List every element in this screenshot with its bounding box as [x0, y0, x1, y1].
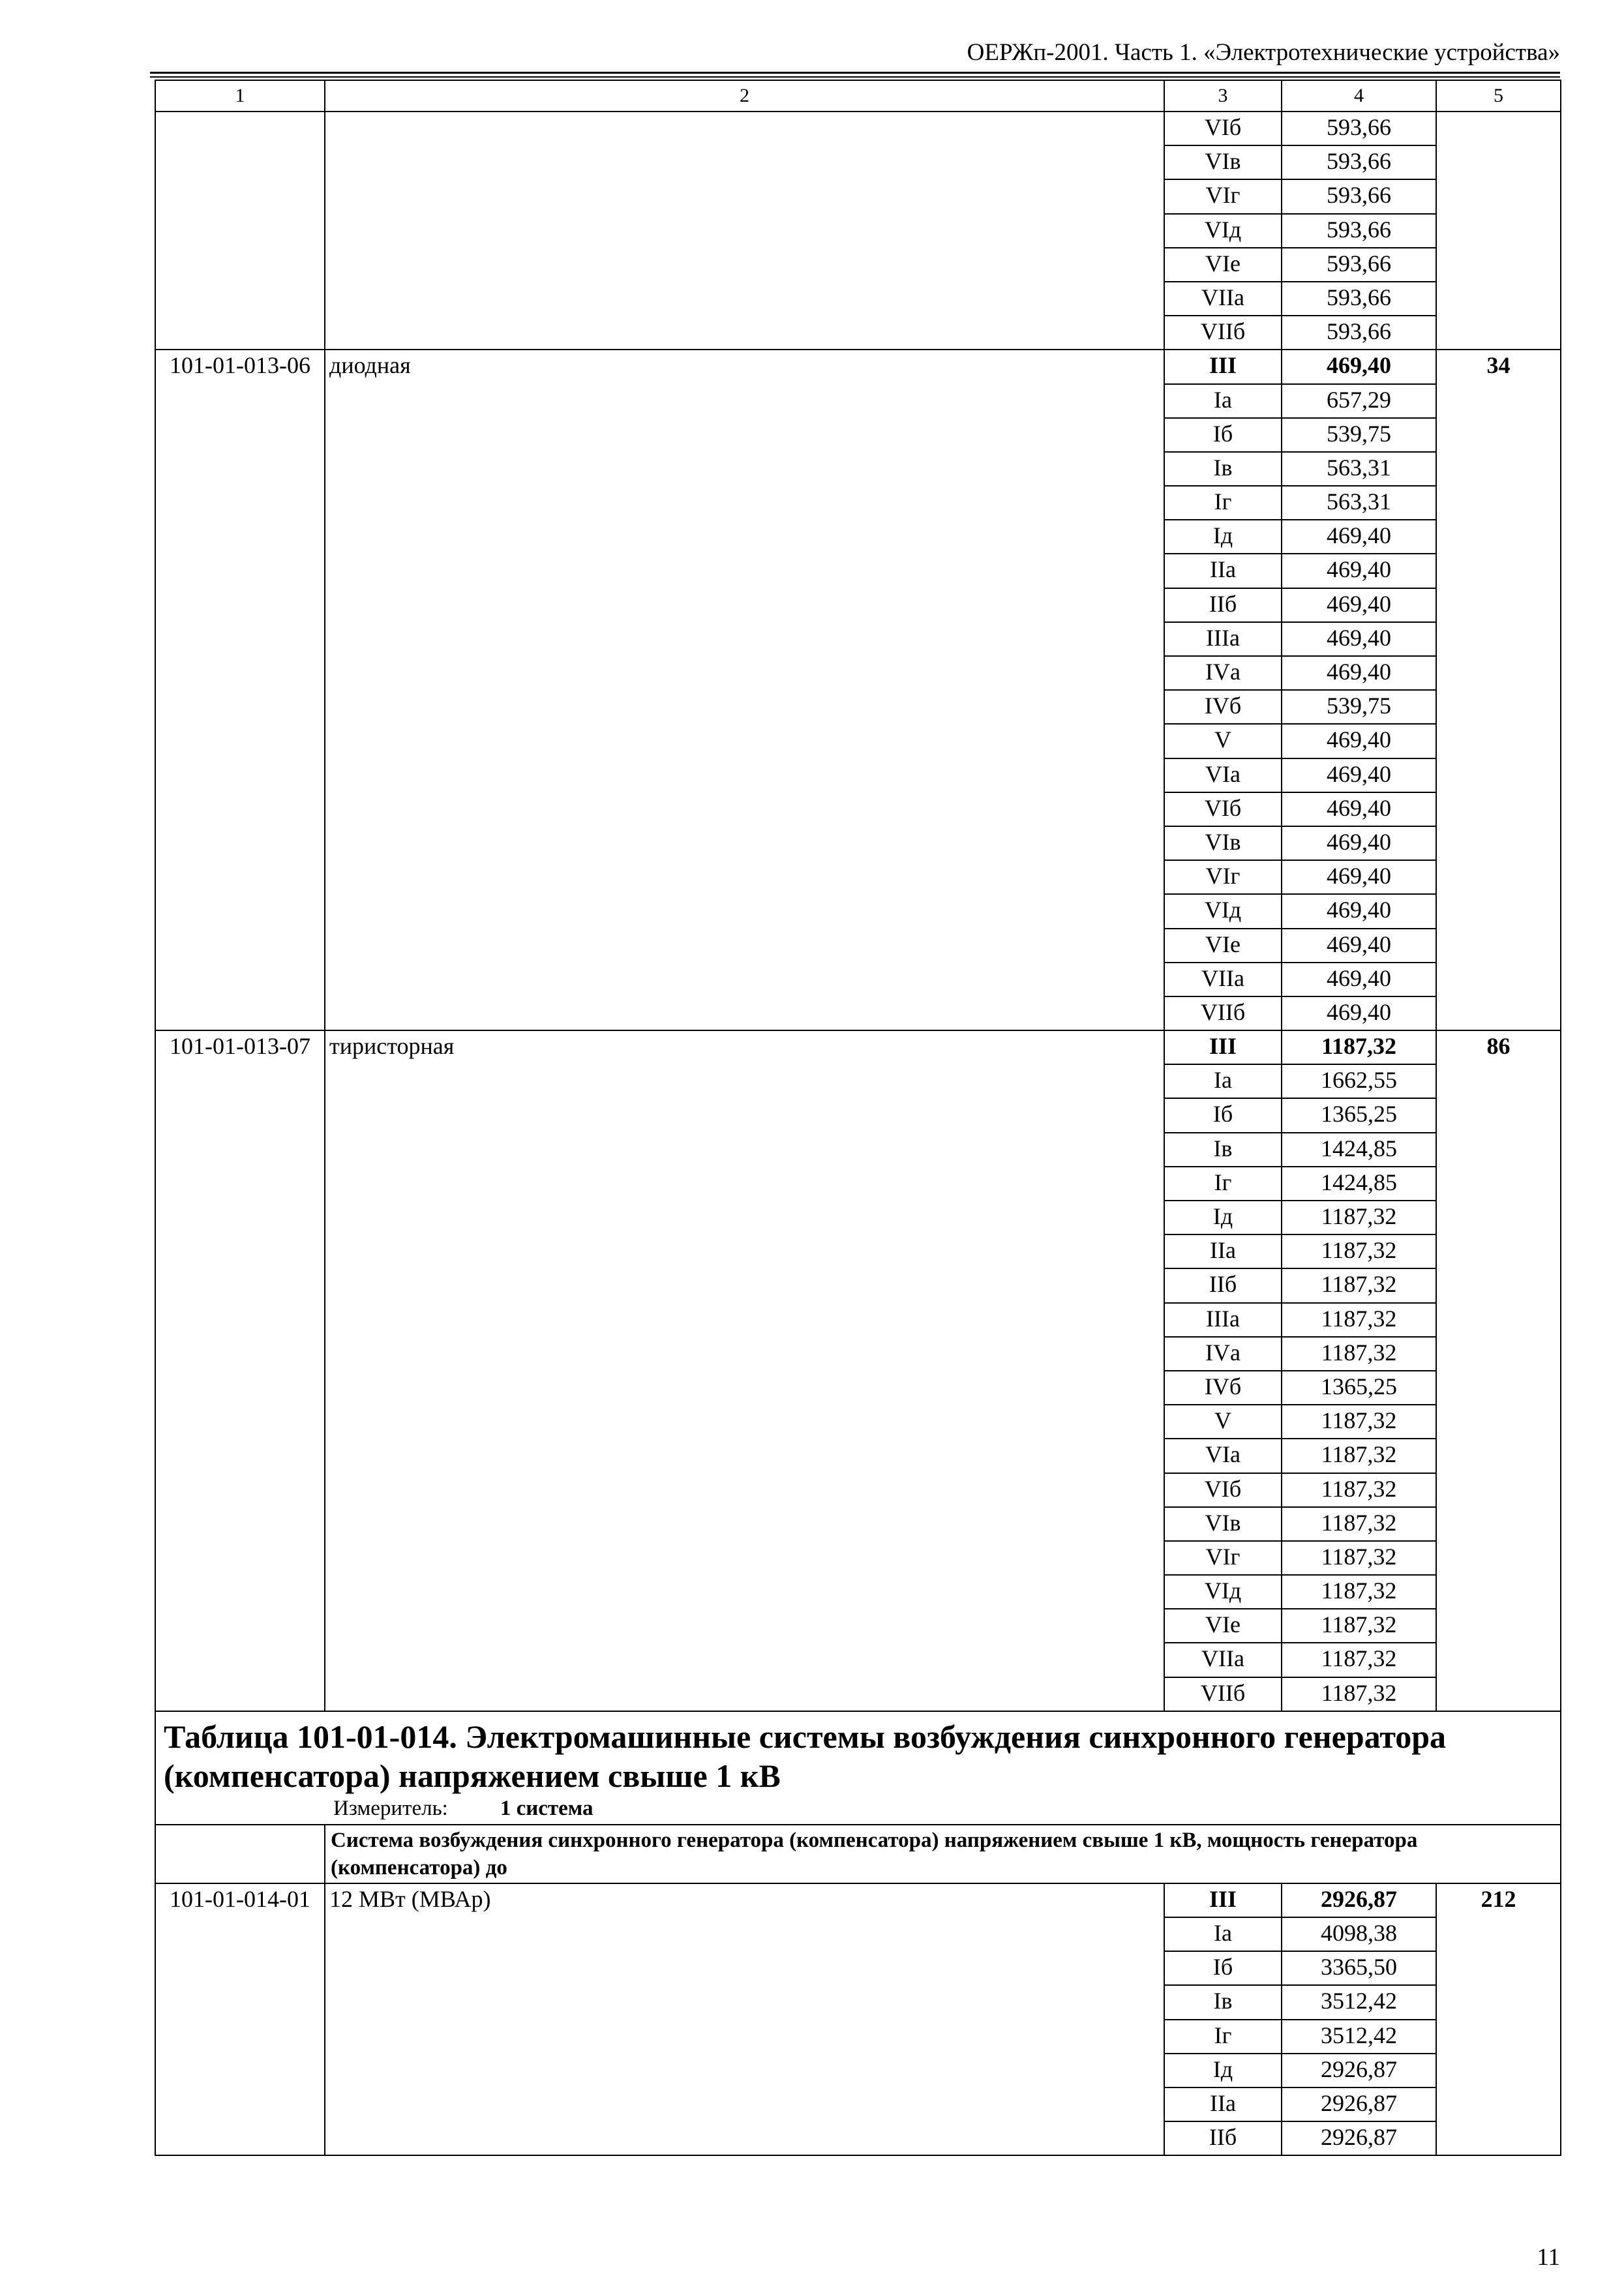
price-cell: 2926,87 [1282, 2087, 1436, 2121]
zone-cell: IVа [1164, 656, 1282, 690]
zone-cell: Iг [1164, 1167, 1282, 1201]
zone-cell: IIб [1164, 588, 1282, 622]
zone-cell: Iа [1164, 1917, 1282, 1951]
price-cell: 1187,32 [1282, 1030, 1436, 1064]
price-cell: 469,40 [1282, 758, 1436, 792]
zone-cell: IIIа [1164, 1303, 1282, 1337]
zone-cell: VIа [1164, 1439, 1282, 1473]
price-cell: 539,75 [1282, 690, 1436, 724]
item-count: 34 [1436, 350, 1561, 1030]
zone-cell: VIIа [1164, 282, 1282, 316]
zone-cell: IVб [1164, 1371, 1282, 1405]
zone-cell: VIе [1164, 929, 1282, 963]
zone-cell: Iг [1164, 486, 1282, 520]
price-cell: 1187,32 [1282, 1677, 1436, 1711]
price-cell: 469,40 [1282, 350, 1436, 383]
price-cell: 469,40 [1282, 724, 1436, 758]
item-name: 12 МВт (МВАр) [325, 1883, 1164, 2156]
price-cell: 1187,32 [1282, 1541, 1436, 1575]
measure-line [333, 1795, 1552, 1821]
zone-cell: Iд [1164, 2054, 1282, 2087]
column-number: 3 [1164, 80, 1282, 112]
price-cell: 469,40 [1282, 656, 1436, 690]
price-cell: 1424,85 [1282, 1133, 1436, 1167]
zone-cell: Iв [1164, 1985, 1282, 2019]
price-cell: 1662,55 [1282, 1064, 1436, 1098]
price-cell: 469,40 [1282, 996, 1436, 1030]
zone-cell: IVа [1164, 1337, 1282, 1371]
zone-cell: V [1164, 1405, 1282, 1439]
zone-cell: Iд [1164, 520, 1282, 554]
item-code: 101-01-013-06 [155, 350, 325, 1030]
price-cell: 469,40 [1282, 929, 1436, 963]
section-intro: Система возбуждения синхронного генератора (компенсатора) напряжением свыше 1 кВ, мощность генератора (компенсатора) до [325, 1825, 1561, 1883]
zone-cell: VIб [1164, 1473, 1282, 1507]
price-cell: 1365,25 [1282, 1371, 1436, 1405]
zone-cell: III [1164, 1883, 1282, 1917]
price-cell: 593,66 [1282, 112, 1436, 145]
price-cell: 563,31 [1282, 486, 1436, 520]
price-cell: 1187,32 [1282, 1303, 1436, 1337]
price-cell: 1187,32 [1282, 1439, 1436, 1473]
price-cell: 1187,32 [1282, 1201, 1436, 1234]
column-number: 4 [1282, 80, 1436, 112]
zone-cell: VIг [1164, 860, 1282, 894]
price-cell: 469,40 [1282, 963, 1436, 996]
zone-cell: IIа [1164, 554, 1282, 588]
price-cell: 1365,25 [1282, 1098, 1436, 1132]
price-cell: 563,31 [1282, 452, 1436, 486]
zone-cell: VIIа [1164, 1643, 1282, 1677]
price-cell: 593,66 [1282, 248, 1436, 282]
zone-cell: VIг [1164, 1541, 1282, 1575]
price-cell: 469,40 [1282, 588, 1436, 622]
zone-cell: VIв [1164, 145, 1282, 179]
price-cell: 593,66 [1282, 282, 1436, 316]
table-row [155, 350, 1561, 383]
table-row [155, 1883, 1561, 1917]
price-cell: 3365,50 [1282, 1951, 1436, 1985]
code-cell [155, 112, 325, 350]
page-header: ОЕРЖп-2001. Часть 1. «Электротехнические устройства» [967, 39, 1560, 66]
item-name: тиристорная [325, 1030, 1164, 1711]
zone-cell: VIв [1164, 1507, 1282, 1541]
column-number: 5 [1436, 80, 1561, 112]
zone-cell: VIд [1164, 894, 1282, 928]
zone-cell: IVб [1164, 690, 1282, 724]
price-table [155, 80, 1561, 2156]
column-number: 2 [325, 80, 1164, 112]
table-row [155, 1030, 1561, 1064]
zone-cell: VIе [1164, 248, 1282, 282]
section-title: Таблица 101-01-014. Электромашинные системы возбуждения синхронного генератора (компенсатора) напряжением свыше 1 кВ [164, 1718, 1447, 1794]
price-cell: 1187,32 [1282, 1575, 1436, 1609]
zone-cell: VIв [1164, 826, 1282, 860]
zone-cell: Iд [1164, 1201, 1282, 1234]
price-cell: 1187,32 [1282, 1473, 1436, 1507]
zone-cell: VIIа [1164, 963, 1282, 996]
item-count: 86 [1436, 1030, 1561, 1711]
price-cell: 2926,87 [1282, 1883, 1436, 1917]
zone-cell: IIа [1164, 1234, 1282, 1268]
zone-cell: Iв [1164, 452, 1282, 486]
price-cell: 1187,32 [1282, 1337, 1436, 1371]
count-cell [1436, 112, 1561, 350]
zone-cell: VIд [1164, 214, 1282, 248]
zone-cell: IIб [1164, 1268, 1282, 1302]
price-table-body [155, 80, 1561, 2155]
zone-cell: VIг [1164, 179, 1282, 213]
zone-cell: III [1164, 350, 1282, 383]
price-cell: 593,66 [1282, 214, 1436, 248]
zone-cell: V [1164, 724, 1282, 758]
zone-cell: VIд [1164, 1575, 1282, 1609]
zone-cell: VIIб [1164, 316, 1282, 350]
table-row [155, 112, 1561, 145]
price-cell: 1424,85 [1282, 1167, 1436, 1201]
column-number-row [155, 80, 1561, 112]
zone-cell: IIб [1164, 2121, 1282, 2155]
price-cell: 469,40 [1282, 792, 1436, 826]
price-cell: 1187,32 [1282, 1268, 1436, 1302]
zone-cell: III [1164, 1030, 1282, 1064]
header-rule-double [150, 76, 1560, 78]
price-cell: 593,66 [1282, 316, 1436, 350]
price-cell: 593,66 [1282, 145, 1436, 179]
zone-cell: Iб [1164, 1951, 1282, 1985]
item-count: 212 [1436, 1883, 1561, 2156]
section-intro-row [155, 1825, 1561, 1883]
price-cell: 2926,87 [1282, 2054, 1436, 2087]
zone-cell: Iа [1164, 384, 1282, 418]
price-cell: 3512,42 [1282, 1985, 1436, 2019]
price-cell: 593,66 [1282, 179, 1436, 213]
header-rule [150, 72, 1560, 74]
price-cell: 1187,32 [1282, 1507, 1436, 1541]
zone-cell: VIб [1164, 792, 1282, 826]
price-cell: 1187,32 [1282, 1609, 1436, 1643]
price-cell: 469,40 [1282, 554, 1436, 588]
zone-cell: IIа [1164, 2087, 1282, 2121]
item-code: 101-01-013-07 [155, 1030, 325, 1711]
page-number: 11 [1537, 2244, 1560, 2271]
zone-cell: VIа [1164, 758, 1282, 792]
zone-cell: VIе [1164, 1609, 1282, 1643]
zone-cell: Iб [1164, 418, 1282, 452]
zone-cell: VIIб [1164, 996, 1282, 1030]
price-cell: 1187,32 [1282, 1405, 1436, 1439]
price-cell: 469,40 [1282, 520, 1436, 554]
item-code: 101-01-014-01 [155, 1883, 325, 2156]
price-cell: 3512,42 [1282, 2020, 1436, 2054]
zone-cell: Iв [1164, 1133, 1282, 1167]
zone-cell: VIIб [1164, 1677, 1282, 1711]
price-cell: 469,40 [1282, 826, 1436, 860]
price-cell: 469,40 [1282, 894, 1436, 928]
section-header-row [155, 1711, 1561, 1825]
zone-cell: Iа [1164, 1064, 1282, 1098]
price-cell: 469,40 [1282, 622, 1436, 656]
measure-value: 1 система [500, 1796, 594, 1820]
zone-cell: IIIа [1164, 622, 1282, 656]
item-name: диодная [325, 350, 1164, 1030]
price-cell: 4098,38 [1282, 1917, 1436, 1951]
price-cell: 469,40 [1282, 860, 1436, 894]
price-cell: 657,29 [1282, 384, 1436, 418]
price-cell: 1187,32 [1282, 1234, 1436, 1268]
intro-code-cell [155, 1825, 325, 1883]
zone-cell: VIб [1164, 112, 1282, 145]
measure-label: Измеритель: [333, 1796, 448, 1820]
price-cell: 539,75 [1282, 418, 1436, 452]
zone-cell: Iб [1164, 1098, 1282, 1132]
price-cell: 2926,87 [1282, 2121, 1436, 2155]
section-header-cell [155, 1711, 1561, 1825]
column-number: 1 [155, 80, 325, 112]
zone-cell: Iг [1164, 2020, 1282, 2054]
price-cell: 1187,32 [1282, 1643, 1436, 1677]
name-cell [325, 112, 1164, 350]
